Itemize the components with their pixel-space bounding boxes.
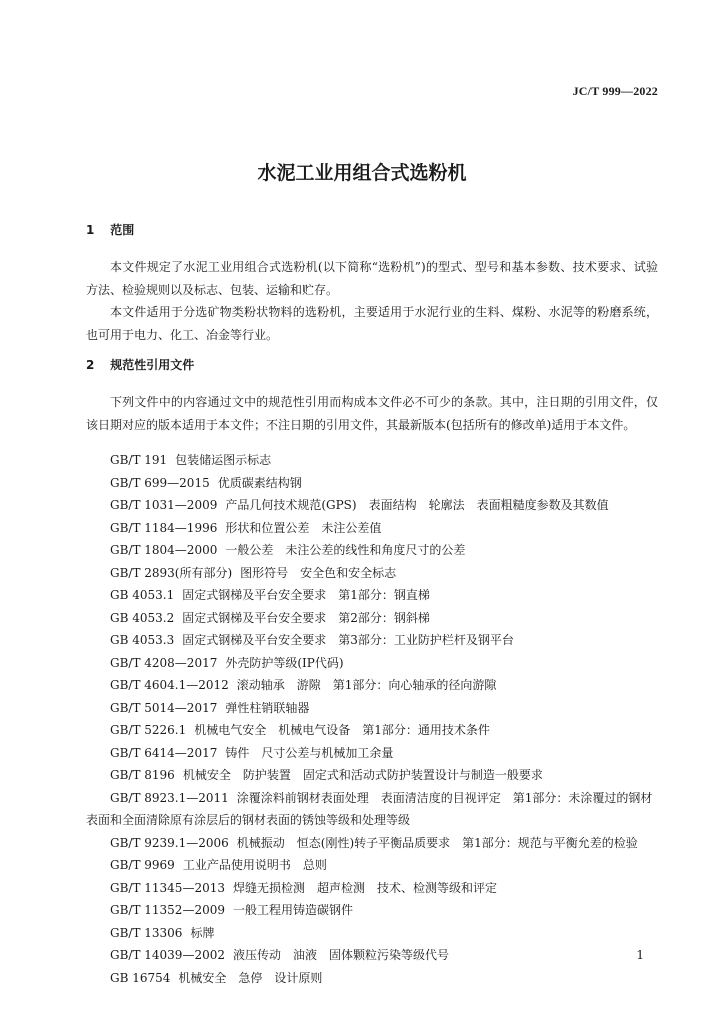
reference-code: GB/T 8196 <box>110 768 175 782</box>
reference-item <box>86 584 660 607</box>
reference-title: 弹性柱销联轴器 <box>225 700 310 715</box>
standard-code: JC/T 999—2022 <box>572 84 658 98</box>
document-title: 水泥工业用组合式选粉机 <box>257 162 467 184</box>
normative-reference-list <box>86 449 660 989</box>
reference-title: 形状和位置公差 未注公差值 <box>225 520 382 535</box>
reference-code: GB/T 191 <box>110 453 168 467</box>
reference-item <box>86 562 660 585</box>
reference-code: GB/T 4604.1—2012 <box>110 678 229 692</box>
reference-item <box>86 607 660 630</box>
reference-title: 液压传动 油液 固体颗粒污染等级代号 <box>232 948 449 962</box>
section-heading-scope <box>86 221 134 238</box>
reference-title: 固定式钢梯及平台安全要求 第2部分：钢斜梯 <box>182 610 430 625</box>
reference-code: GB/T 5226.1 <box>110 723 187 737</box>
reference-title: 一般工程用铸造碳钢件 <box>232 903 353 917</box>
reference-title: 机械安全 防护装置 固定式和活动式防护装置设计与制造一般要求 <box>182 768 543 782</box>
reference-code: GB/T 8923.1—2011 <box>110 790 229 805</box>
reference-title: 涂覆涂料前钢材表面处理 表面清洁度的目视评定 第1部分：未涂覆过的钢材表面和全面清除原有涂层后的钢材表面的锈蚀等级和处理等级 <box>86 790 653 827</box>
reference-code: GB/T 11352—2009 <box>110 903 225 917</box>
reference-title: 滚动轴承 游隙 第1部分：向心轴承的径向游隙 <box>236 678 497 692</box>
reference-code: GB/T 2893(所有部分) <box>110 565 233 580</box>
section-heading-references <box>86 356 194 373</box>
reference-title: 图形符号 安全色和安全标志 <box>240 565 397 580</box>
reference-title: 机械安全 急停 设计原则 <box>178 970 323 985</box>
reference-item <box>86 719 660 742</box>
reference-code: GB/T 5014—2017 <box>110 700 218 715</box>
section-number: 1 <box>86 223 95 237</box>
reference-item <box>86 674 660 697</box>
reference-item <box>86 832 660 855</box>
reference-title: 一般公差 未注公差的线性和角度尺寸的公差 <box>225 543 466 557</box>
reference-code: GB/T 1031—2009 <box>110 498 218 512</box>
reference-title: 机械振动 恒态(刚性)转子平衡品质要求 第1部分：规范与平衡允差的检验 <box>236 835 638 850</box>
reference-code: GB 4053.2 <box>110 610 175 625</box>
reference-item <box>86 539 660 562</box>
references-intro-paragraph: 下列文件中的内容通过文中的规范性引用而构成本文件必不可少的条款。其中，注日期的引用文件，仅该日期对应的版本适用于本文件；不注日期的引用文件，其最新版本(包括所有的修改单)适用于本文件。 <box>86 395 658 432</box>
section-number: 2 <box>86 358 95 372</box>
reference-code: GB/T 1804—2000 <box>110 543 218 557</box>
reference-item <box>86 787 660 832</box>
reference-item <box>86 472 660 495</box>
reference-title: 包装储运图示标志 <box>175 453 272 467</box>
reference-item <box>86 494 660 517</box>
reference-item <box>86 629 660 652</box>
reference-item <box>86 877 660 900</box>
reference-item <box>86 742 660 765</box>
reference-title: 工业产品使用说明书 总则 <box>182 858 327 872</box>
reference-item <box>86 449 660 472</box>
reference-code: GB/T 9239.1—2006 <box>110 835 229 850</box>
reference-code: GB/T 6414—2017 <box>110 745 218 760</box>
reference-code: GB/T 9969 <box>110 858 175 872</box>
reference-title: 优质碳素结构钢 <box>217 475 302 490</box>
reference-title: 机械电气安全 机械电气设备 第1部分：通用技术条件 <box>194 723 490 737</box>
reference-item <box>86 899 660 922</box>
reference-item <box>86 517 660 540</box>
reference-code: GB/T 13306 <box>110 925 183 940</box>
reference-code: GB/T 699—2015 <box>110 475 210 490</box>
reference-title: 外壳防护等级(IP代码) <box>225 655 344 670</box>
reference-title: 固定式钢梯及平台安全要求 第1部分：钢直梯 <box>182 588 430 602</box>
reference-item <box>86 652 660 675</box>
scope-paragraph-1: 本文件规定了水泥工业用组合式选粉机(以下简称“选粉机”)的型式、型号和基本参数、技术要求、试验方法、检验规则以及标志、包装、运输和贮存。 <box>86 260 658 297</box>
reference-code: GB/T 14039—2002 <box>110 948 225 962</box>
reference-code: GB/T 4208—2017 <box>110 655 218 670</box>
reference-code: GB 4053.1 <box>110 588 175 602</box>
reference-code: GB 16754 <box>110 970 171 985</box>
reference-code: GB 4053.3 <box>110 633 175 647</box>
reference-code: GB/T 1184—1996 <box>110 520 218 535</box>
reference-item <box>86 764 660 787</box>
reference-item <box>86 697 660 720</box>
reference-code: GB/T 11345—2013 <box>110 880 225 895</box>
page-number: 1 <box>636 948 644 962</box>
section-title: 规范性引用文件 <box>110 358 195 372</box>
reference-title: 铸件 尺寸公差与机械加工余量 <box>225 745 394 760</box>
reference-title: 标牌 <box>190 925 215 940</box>
reference-item <box>86 967 660 990</box>
section-title: 范围 <box>110 223 135 237</box>
reference-title: 固定式钢梯及平台安全要求 第3部分：工业防护栏杆及钢平台 <box>182 633 514 647</box>
reference-item <box>86 854 660 877</box>
reference-title: 焊缝无损检测 超声检测 技术、检测等级和评定 <box>232 880 497 895</box>
reference-item <box>86 944 660 967</box>
reference-title: 产品几何技术规范(GPS) 表面结构 轮廓法 表面粗糙度参数及其数值 <box>225 498 609 512</box>
reference-item <box>86 922 660 945</box>
scope-paragraph-2: 本文件适用于分选矿物类粉状物料的选粉机，主要适用于水泥行业的生料、煤粉、水泥等的粉磨系统，也可用于电力、化工、冶金等行业。 <box>86 305 658 342</box>
